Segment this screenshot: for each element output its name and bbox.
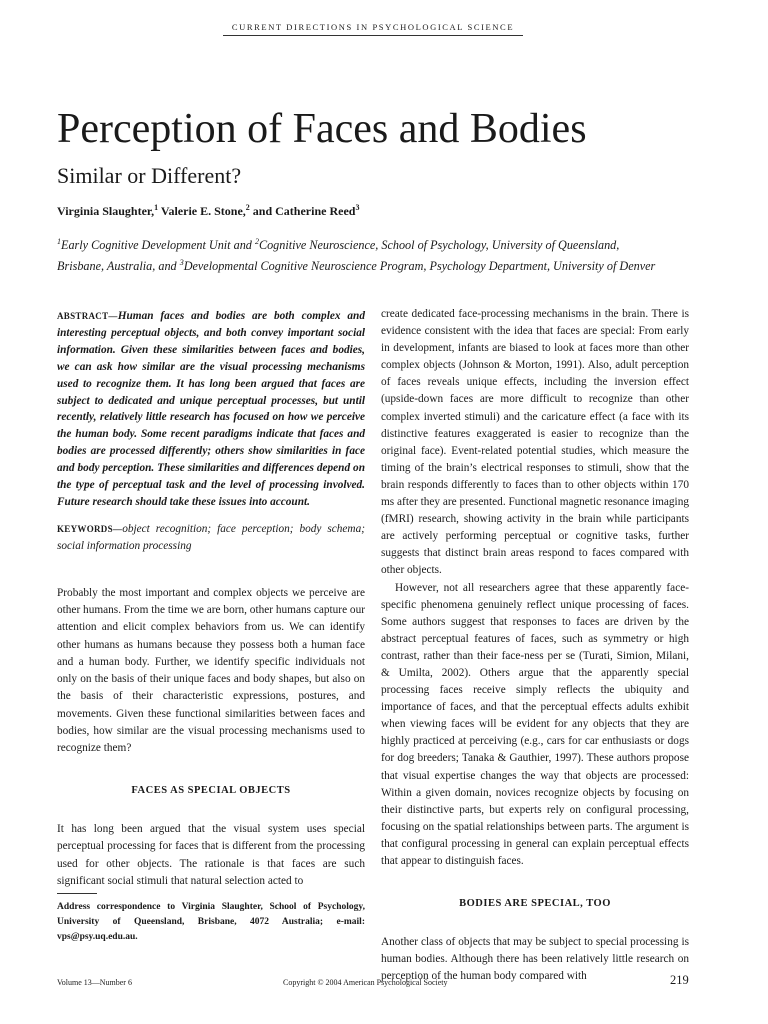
footer-volume: Volume 13—Number 6 [57,978,132,987]
page-number: 219 [670,973,689,987]
affiliations [57,233,717,275]
body-paragraph: It has long been argued that the visual system uses special perceptual processing for faces that is different from the processing used for other objects. The rationale is that faces are such significant social stimuli that natural selection acted to [57,822,365,887]
article-subtitle: Similar or Different? [57,163,242,188]
affiliation-text: Brisbane, Australia, and [57,259,180,274]
section-heading-bodies: BODIES ARE SPECIAL, TOO [459,898,611,910]
intro-paragraph: Probably the most important and complex objects we perceive are other humans. From the time we are born, other humans capture our attention and elicit complex behaviors from us. We can identify other humans as humans because they possess both a human face and a human body. Further, we identify specific individuals not only on the basis of their unique faces and body shapes, but also on the basis of their characteristic expressions, postures, and movements. Given these functional similarities between faces and bodies, how similar are the visual processing mechanisms used to recognize them? [57,586,365,755]
body-paragraph: Another class of objects that may be subject to special processing is human bodies. Although there has been relatively little research on perception of the human body compared with [381,936,689,983]
keywords-text: object recognition; face perception; body schema; social information processing [57,522,365,552]
right-column [381,306,689,985]
correspondence-note: Address correspondence to Virginia Slaughter, School of Psychology, University of Queensland, Brisbane, 4072 Australia; e-mail: vps@psy.uq.edu.au. [57,902,365,942]
author-affiliation-mark: 2 [245,203,250,212]
affiliation-text: Cognitive Neuroscience, School of Psychology, University of Queensland, [258,238,620,253]
author-list [57,203,359,219]
affiliation-text: Developmental Cognitive Neuroscience Program, Psychology Department, University of Denver [183,259,656,274]
affiliation-mark: 3 [179,258,184,268]
affiliation-mark: 2 [254,237,259,246]
author-affiliation-mark: 1 [154,203,159,212]
affiliation-mark: 1 [57,237,61,246]
abstract-label: ABSTRACT— [57,311,118,321]
body-paragraph: However, not all researchers agree that these apparently face-specific phenomena genuinely reflect unique processing of faces. Some authors suggest that responses to faces are driven by the abstract perceptual features of faces, such as symmetry or high contrast, rather than their face-ness per se (Turati, Simion, Milani, & Umilta, 2002). Others argue that the apparently special processing faces receive simply reflects the ubiquity and importance of faces, and that the perceptual effects adults exhibit when viewing faces will be evident for any objects that they are highly practiced at perceiving (e.g., cars for car enthusiasts or dogs for dog breeders; Tanaka & Gauthier, 1997). These authors propose that visual expertise changes the way that objects are processed: Within a given domain, novices recognize objects by focusing on their distinctive parts, but experts rely on configural processing, focusing on the spatial relationships between parts. The argument is that configural processing in general can explain perceptual effects that appear to distinguish faces. [381,581,689,867]
body-paragraph: create dedicated face-processing mechanisms in the brain. There is evidence consistent with the idea that faces are special: From early in development, infants are biased to look at faces more than other complex objects (Johnson & Morton, 1991). Also, adult perception of faces reveals unique effects, including the inversion effect (upside-down faces are more difficult to recognize than other complex inverted stimuli) and the caricature effect (a face with its distinctive features exaggerated is easier to recognize than the original face). Event-related potential studies, which measure the timing of the brain’s electrical responses to stimuli, show that the brain responds differently to faces than to other objects within 170 ms after they are presented. Functional magnetic resonance imaging (fMRI) research, showing activity in the brain while participants are actively performing perceptual or cognitive tasks, further suggests that distinct brain areas respond to faces compared with other objects. [381,308,689,577]
journal-header: CURRENT DIRECTIONS IN PSYCHOLOGICAL SCIENCE [223,22,523,36]
keywords [57,521,365,555]
abstract-text: Human faces and bodies are both complex and interesting perceptual objects, and both convey important social information. Given these similarities between faces and bodies, we can ask how similar are the visual processing mechanisms used to recognize them. It has long been argued that faces are subject to dedicated and unique perceptual processes, but until recently, relatively little research has focused on how we perceive the human body. Some recent paradigms indicate that faces and bodies are processed differently; others show similarities in face and body perception. These similarities and differences depend on the type of perceptual task and the level of processing involved. Future research should take these issues into account. [57,310,365,508]
article-title: Perception of Faces and Bodies [57,106,587,152]
footnote-rule [57,893,97,894]
author-name: Valerie E. Stone, [158,204,246,218]
left-column [57,308,365,890]
author-affiliation-mark: 3 [355,203,360,212]
author-name: Virginia Slaughter, [57,204,155,218]
abstract [57,308,365,511]
footer-copyright: Copyright © 2004 American Psychological Society [283,978,448,987]
affiliation-text: Early Cognitive Development Unit and [61,238,255,253]
section-heading-faces: FACES AS SPECIAL OBJECTS [131,784,291,796]
author-name: and Catherine Reed [249,204,356,218]
keywords-label: KEYWORDS— [57,523,123,534]
